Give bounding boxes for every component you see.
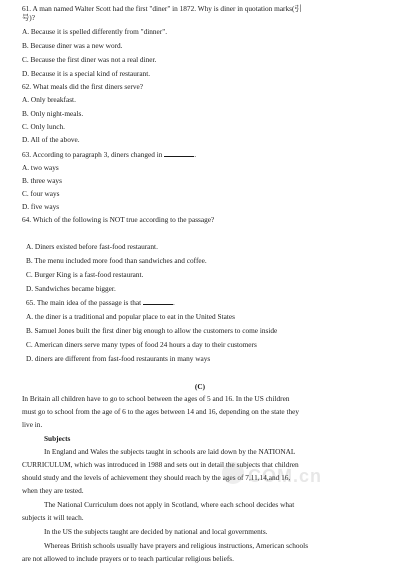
para-1-line-4: when they are tested. xyxy=(22,486,84,495)
q62-option-d: D. All of the above. xyxy=(22,135,80,144)
para-4-line-1: Whereas British schools usually have prayers and religious instructions, American schools xyxy=(44,541,309,550)
q63-stem-line xyxy=(22,150,196,159)
q64-option-d: D. Sandwiches became bigger. xyxy=(26,284,116,293)
para-4-line-2: are not allowed to include prayers or to teach particular religious beliefs. xyxy=(22,554,234,563)
q63-answer-blank xyxy=(164,150,197,159)
q63-option-c: C. four ways xyxy=(22,189,60,198)
para-2-line-1: The National Curriculum does not apply in Scotland, where each school decides what xyxy=(44,500,295,509)
section-c-intro-line-3: live in. xyxy=(22,420,43,429)
q63-option-b: B. three ways xyxy=(22,176,62,185)
para-3-line-1: In the US the subjects taught are decided by national and local governments. xyxy=(44,527,268,536)
watermark-text: COM.cn xyxy=(248,466,323,486)
q65-option-c: C. American diners serve many types of food 24 hours a day to their customers xyxy=(26,340,257,349)
section-c-intro-line-1: In Britain all children have to go to school between the ages of 5 and 16. In the US children xyxy=(22,394,290,403)
section-c-heading: (C) xyxy=(194,382,206,391)
q64-option-b: B. The menu included more food than sandwiches and coffee. xyxy=(26,256,207,265)
q63-option-d: D. five ways xyxy=(22,202,60,211)
q61-stem-cont: 号)? xyxy=(22,13,35,22)
q65-answer-blank xyxy=(143,298,173,305)
q65-stem-end: . xyxy=(173,298,175,307)
q65-option-a: A. the diner is a traditional and popular place to eat in the United States xyxy=(26,312,235,321)
para-1-line-1: In England and Wales the subjects taught in schools are laid down by the NATIONAL xyxy=(44,447,296,456)
q65-option-d: D. diners are different from fast-food restaurants in many ways xyxy=(26,354,211,363)
q63-option-a: A. two ways xyxy=(22,163,59,172)
q62-option-b: B. Only night-meals. xyxy=(22,109,84,118)
q61-option-b: B. Because diner was a new word. xyxy=(22,41,123,50)
para-1-line-3: should study and the levels of achievement they should reach by the ages of 7,11,14,and 16, xyxy=(22,473,291,482)
q64-stem: 64. Which of the following is NOT true according to the passage? xyxy=(22,215,215,224)
q64-option-c: C. Burger King is a fast-food restaurant. xyxy=(26,270,144,279)
q64-option-a: A. Diners existed before fast-food restaurant. xyxy=(26,242,158,251)
section-c-intro-line-2: must go to school from the age of 6 to the ages between 14 and 16, depending on the state they xyxy=(22,407,300,416)
q62-option-a: A. Only breakfast. xyxy=(22,95,76,104)
para-1-line-2: CURRICULUM, which was introduced in 1988 and sets out in detail the subjects that children xyxy=(22,460,299,469)
q62-option-c: C. Only lunch. xyxy=(22,122,65,131)
watermark-logo xyxy=(222,462,244,484)
q63-stem-end: . xyxy=(194,150,197,159)
q62-stem: 62. What meals did the first diners serve? xyxy=(22,82,144,91)
q65-stem: 65. The main idea of the passage is that xyxy=(26,298,142,307)
q61-option-c: C. Because the first diner was not a real diner. xyxy=(22,55,157,64)
q61-option-a: A. Because it is spelled differently from "dinner". xyxy=(22,27,168,36)
q61-stem: 61. A man named Walter Scott had the first "diner" in 1872. Why is diner in quotation marks(引 xyxy=(22,4,302,13)
q63-stem: 63. According to paragraph 3, diners changed in xyxy=(22,150,163,159)
subjects-subheading: Subjects xyxy=(44,434,71,443)
q65-stem-line xyxy=(26,298,175,307)
q61-option-d: D. Because it is a special kind of restaurant. xyxy=(22,69,151,78)
q65-option-b: B. Samuel Jones built the first diner big enough to allow the customers to come inside xyxy=(26,326,278,335)
para-2-line-2: subjects it will teach. xyxy=(22,513,84,522)
